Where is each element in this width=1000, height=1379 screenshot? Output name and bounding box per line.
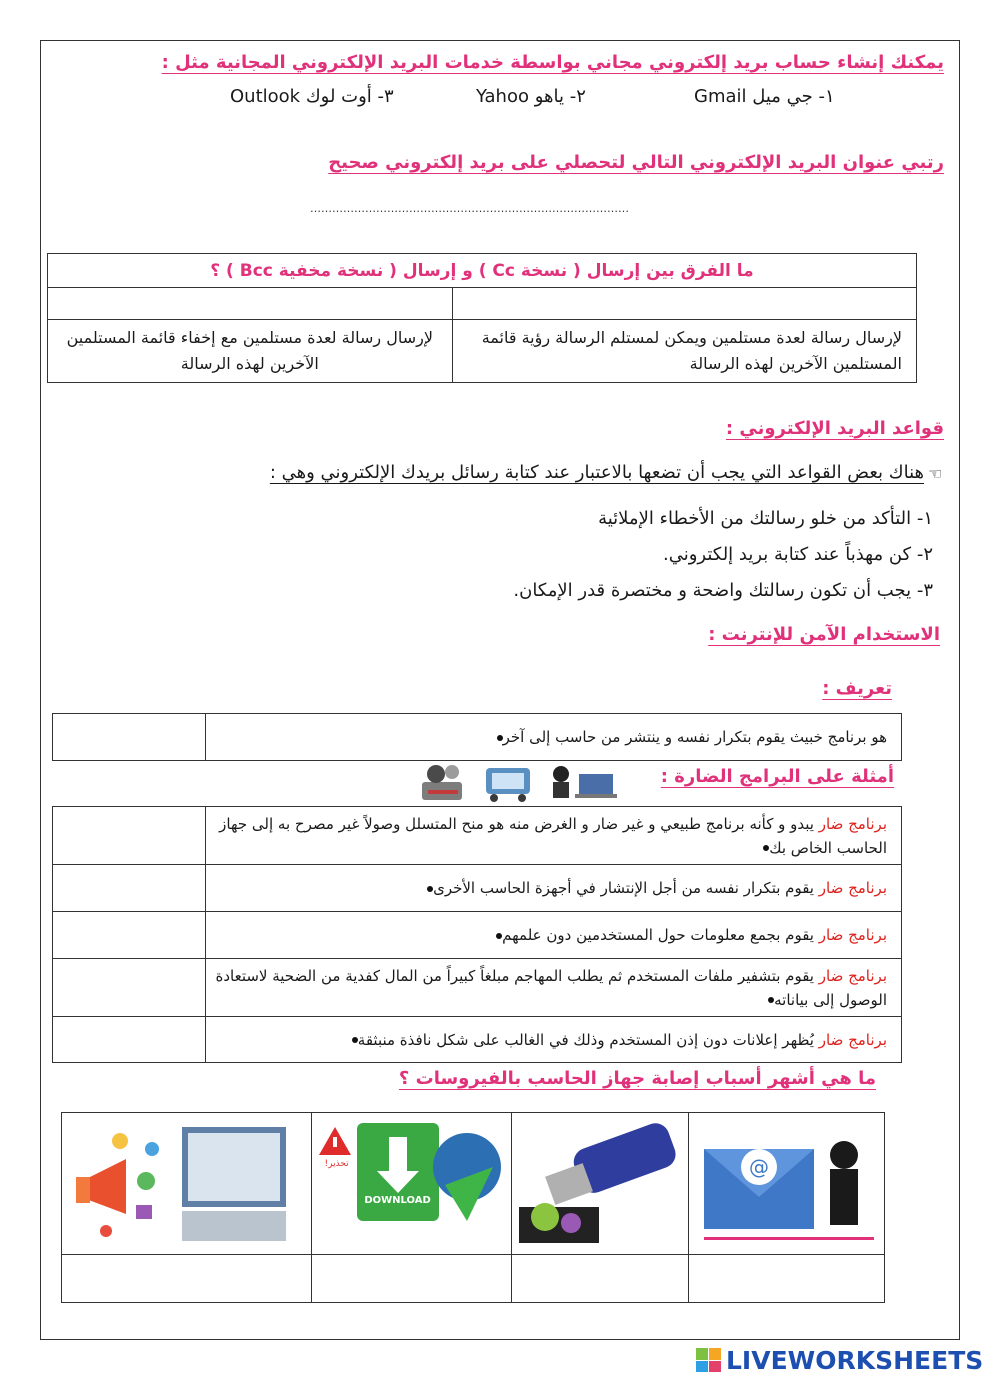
advertising-clipart-icon: [66, 1119, 306, 1249]
cause-cell-usb: [512, 1113, 689, 1255]
cause-answer-cell[interactable]: [62, 1255, 312, 1303]
warning-label: تحذير!: [324, 1158, 349, 1169]
table-row: [53, 807, 902, 865]
rule-item: ٢- كن مهذباً عند كتابة بريد إلكتروني.: [662, 544, 933, 565]
rule-item: ١- التأكد من خلو رسالتك من الأخطاء الإملائية: [598, 508, 933, 529]
malware-answer-cell[interactable]: [53, 1017, 206, 1063]
malware-prefix: برنامج ضار: [818, 1030, 887, 1049]
table-row: [53, 959, 902, 1017]
download-label: DOWNLOAD: [364, 1194, 431, 1206]
malware-prefix: برنامج ضار: [818, 814, 887, 833]
cause-answer-cell[interactable]: [689, 1255, 885, 1303]
liveworksheets-logo-icon: [696, 1348, 722, 1372]
malware-prefix: برنامج ضار: [818, 966, 887, 985]
table-row: [53, 912, 902, 959]
rules-heading: قواعد البريد الإلكتروني :: [725, 418, 944, 439]
rules-intro: هناك بعض القواعد التي يجب أن تضعها بالاعتبار عند كتابة رسائل بريدك الإلكتروني وهي :: [269, 462, 924, 483]
definition-text: هو برنامج خبيث يقوم بتكرار نفسه و ينتشر من حاسب إلى آخر: [502, 728, 887, 746]
malware-table: [52, 806, 902, 1063]
cc-label-cell[interactable]: [452, 288, 916, 320]
hacker-clipart-icon: [418, 760, 468, 804]
service-yahoo: ٢- ياهو Yahoo: [476, 86, 586, 107]
malware-answer-cell[interactable]: [53, 865, 206, 912]
download-clipart-icon: [317, 1119, 507, 1249]
definition-answer-cell[interactable]: [53, 714, 206, 761]
cause-cell-email: [689, 1113, 885, 1255]
service-outlook: ٣- أوت لوك Outlook: [230, 86, 394, 107]
definition-label: تعريف :: [822, 678, 892, 699]
malware-answer-cell[interactable]: [53, 807, 206, 865]
malware-prefix: برنامج ضار: [818, 926, 887, 944]
svg-text:@: @: [749, 1154, 770, 1179]
table-row: [53, 1017, 902, 1063]
malware-heading: أمثلة على البرامج الضارة :: [660, 766, 894, 787]
spy-laptop-clipart-icon: [545, 760, 617, 804]
cause-answer-cell[interactable]: [512, 1255, 689, 1303]
table-row: [53, 865, 902, 912]
intro-heading: يمكنك إنشاء حساب بريد إلكتروني مجاني بواسطة خدمات البريد الإلكتروني المجانية مثل :: [161, 52, 944, 73]
cc-answer: لإرسال رسالة لعدة مستلمين ويمكن لمستلم الرسالة رؤية قائمة المستلمين الآخرين لهذه الرسالة: [481, 328, 902, 373]
safe-use-heading: الاستخدام الآمن للإنترنت :: [708, 624, 940, 645]
malware-prefix: برنامج ضار: [818, 879, 887, 897]
definition-table: [52, 713, 902, 761]
pointing-hand-icon: ☜: [928, 464, 943, 483]
arrange-heading: رتبي عنوان البريد الإلكتروني التالي لتحصلي على بريد إلكتروني صحيح: [328, 152, 944, 173]
answer-line[interactable]: ……………………………………………………………………………: [310, 202, 629, 215]
network-clipart-icon: [480, 760, 536, 804]
malware-description: يقوم بتكرار نفسه من أجل الإنتشار في أجهزة الحاسب الأخرى: [433, 879, 814, 897]
liveworksheets-logo: LIVEWORKSHEETS: [726, 1346, 984, 1375]
usb-virus-clipart-icon: [515, 1119, 685, 1249]
cause-cell-ads: [62, 1113, 312, 1255]
service-gmail: ١- جي ميل Gmail: [694, 86, 835, 107]
email-hacker-clipart-icon: [694, 1119, 879, 1249]
malware-description: يبدو و كأنه برنامج طبيعي و غير ضار و الغرض منه هو منح المتسلل وصولاً غير مصرح به إلى جهاز الحاسب الخاص بك: [219, 814, 887, 857]
malware-description: يقوم بجمع معلومات حول المستخدمين دون علمهم: [502, 926, 814, 944]
bcc-answer: لإرسال رسالة لعدة مستلمين مع إخفاء قائمة المستلمين الآخرين لهذه الرسالة: [66, 328, 433, 373]
cause-answer-cell[interactable]: [311, 1255, 512, 1303]
cc-bcc-table: [47, 253, 917, 383]
malware-description: يُظهر إعلانات دون إذن المستخدم وذلك في الغالب على شكل نافذة منبثقة: [357, 1030, 814, 1049]
cause-cell-download: [311, 1113, 512, 1255]
causes-table: [61, 1112, 885, 1303]
bcc-label-cell[interactable]: [48, 288, 453, 320]
causes-heading: ما هي أشهر أسباب إصابة جهاز الحاسب بالفيروسات ؟: [398, 1068, 876, 1089]
malware-answer-cell[interactable]: [53, 912, 206, 959]
malware-description: يقوم بتشفير ملفات المستخدم ثم يطلب المهاجم مبلغاً كبيراً من المال كفدية من الضحية لاستعادة الوصول إلى بياناته: [215, 966, 887, 1009]
malware-answer-cell[interactable]: [53, 959, 206, 1017]
rule-item: ٣- يجب أن تكون رسالتك واضحة و مختصرة قدر الإمكان.: [513, 580, 933, 601]
cc-bcc-question: ما الفرق بين إرسال ( نسخة Cc ) و إرسال ( نسخة مخفية Bcc ) ؟: [210, 260, 754, 281]
